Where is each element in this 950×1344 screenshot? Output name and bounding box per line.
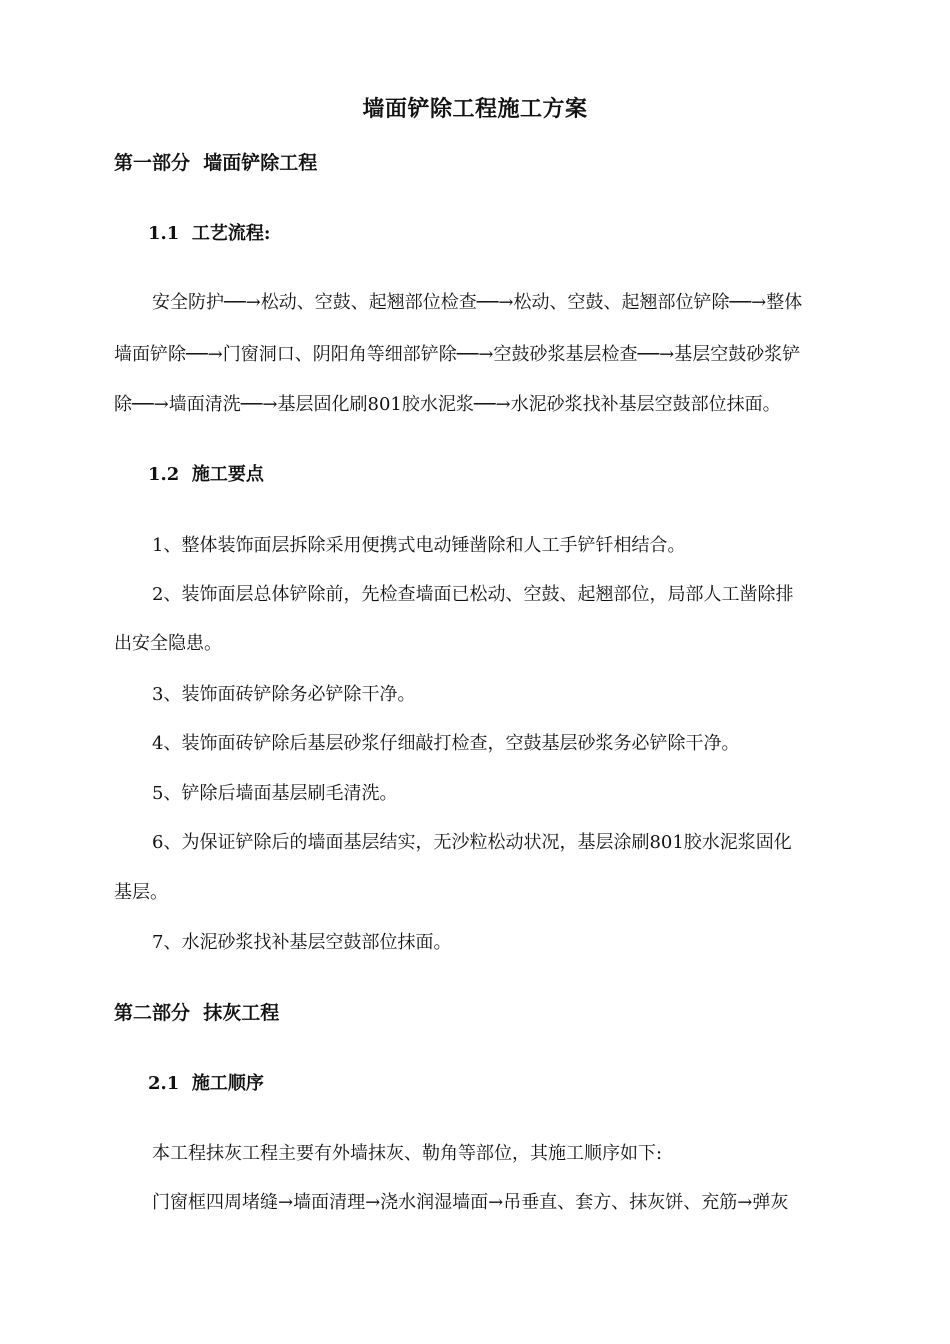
section-1-1-heading: 1.1 工艺流程: bbox=[148, 223, 271, 244]
list-item-6-line-1: 6、为保证铲除后的墙面基层结实，无沙粒松动状况，基层涂刷801胶水泥浆固化 bbox=[152, 832, 792, 853]
section-2-1-intro: 本工程抹灰工程主要有外墙抹灰、勒角等部位，其施工顺序如下: bbox=[152, 1143, 663, 1164]
list-item-1: 1、整体装饰面层拆除采用便携式电动锤凿除和人工手铲钎相结合。 bbox=[152, 535, 686, 556]
document-title: 墙面铲除工程施工方案 bbox=[362, 96, 588, 122]
flow-line-3: 除──→墙面清洗──→基层固化刷801胶水泥浆──→水泥砂浆找补基层空鼓部位抹面。 bbox=[114, 394, 781, 415]
list-item-3: 3、装饰面砖铲除务必铲除干净。 bbox=[152, 684, 416, 705]
flow-line-1: 安全防护──→松动、空鼓、起翘部位检查──→松动、空鼓、起翘部位铲除──→整体 bbox=[152, 292, 803, 313]
list-item-7: 7、水泥砂浆找补基层空鼓部位抹面。 bbox=[152, 932, 452, 953]
list-item-2-line-1: 2、装饰面层总体铲除前，先检查墙面已松动、空鼓、起翘部位，局部人工凿除排 bbox=[152, 584, 794, 605]
section-1-2-heading: 1.2 施工要点 bbox=[148, 464, 264, 485]
flow-line-2: 墙面铲除──→门窗洞口、阴阳角等细部铲除──→空鼓砂浆基层检查──→基层空鼓砂浆铲 bbox=[114, 344, 801, 365]
section-2-1-heading: 2.1 施工顺序 bbox=[148, 1073, 264, 1094]
section-2-1-flow: 门窗框四周堵缝→墙面清理→浇水润湿墙面→吊垂直、套方、抹灰饼、充筋→弹灰 bbox=[152, 1192, 789, 1213]
part-2-heading: 第二部分 抹灰工程 bbox=[114, 1002, 280, 1024]
list-item-2-line-2: 出安全隐患。 bbox=[114, 633, 222, 654]
part-1-heading: 第一部分 墙面铲除工程 bbox=[114, 152, 318, 174]
list-item-4: 4、装饰面砖铲除后基层砂浆仔细敲打检查，空鼓基层砂浆务必铲除干净。 bbox=[152, 733, 740, 754]
list-item-6-line-2: 基层。 bbox=[114, 882, 168, 903]
list-item-5: 5、铲除后墙面基层刷毛清洗。 bbox=[152, 783, 398, 804]
